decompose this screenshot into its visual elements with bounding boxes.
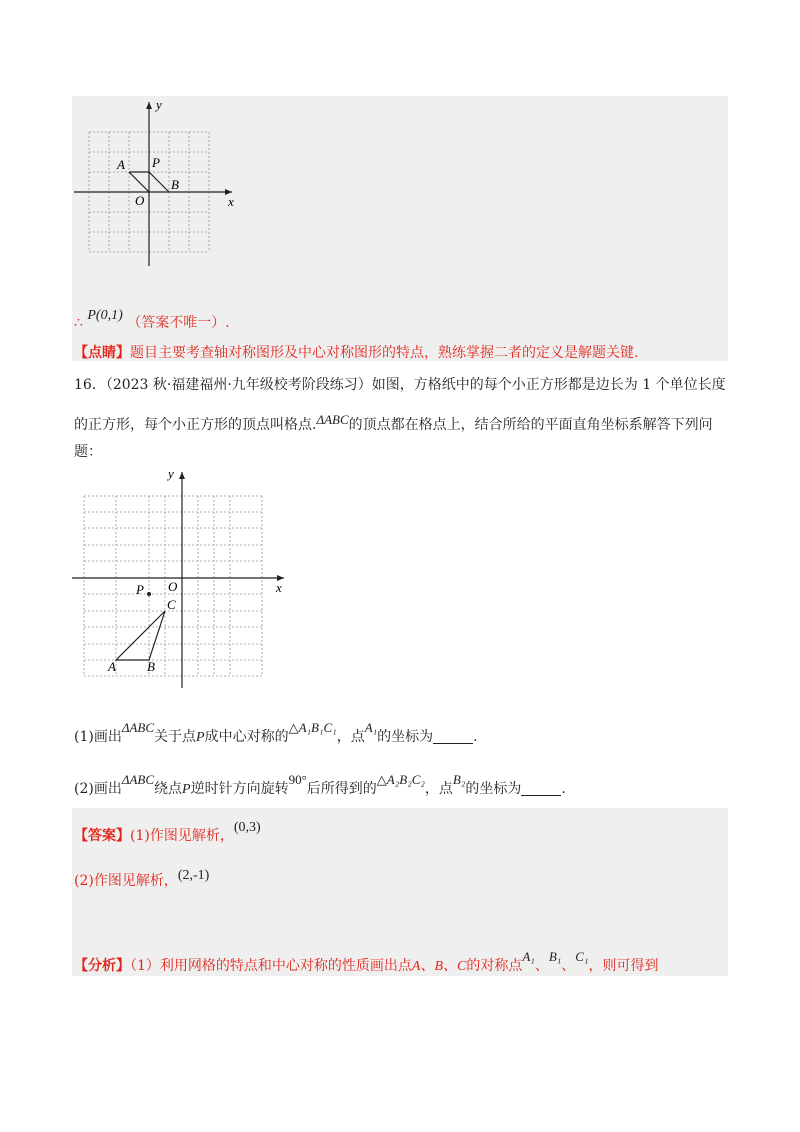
fig1-label-p: P [152,155,160,170]
analysis-sep2: 、 [561,958,576,974]
fig1-label-x: x [228,194,234,209]
part2-p: P [182,782,191,797]
answer-tag: 【答案】 [74,828,130,844]
part2-mid: 绕点 [154,781,183,797]
q16-line2-pre: 的正方形，每个小正方形的顶点叫格点. [74,417,317,433]
part2-num: (2)画出 [74,781,122,797]
dianjing-tag: 【点睛】 [74,345,130,361]
fig2-label-x: x [276,580,282,595]
fig2-point-p [147,592,151,596]
analysis-b1: B₁ [548,949,562,964]
q16-line1: 16．（2023 秋·福建福州·九年级校考阶段练习）如图，方格纸中的每个小正方形都是边长为 1 个单位长度 [74,377,726,393]
q16-triangle-symbol: ΔABC [316,412,349,427]
analysis-text: （1）利用网格的特点和中心对称的性质画出点 [130,958,412,974]
fig2-label-a: A [108,659,116,674]
part1-line [74,718,478,748]
fig2-label-p: P [136,582,144,597]
fig2-label-o: O [168,579,178,594]
part2-deg: 90° [288,772,307,787]
part2-tri2: △A₂B₂C₂ [376,772,425,787]
conclusion-point: P(0,1) [87,308,123,323]
part2-dot: . [561,781,566,797]
q16-line2-post: 的顶点都在格点上，结合所给的平面直角坐标系解答下列问 [348,417,713,433]
dianjing-text: 题目主要考查轴对称图形及中心对称图形的特点，熟练掌握二者的定义是解题关键. [130,345,639,361]
part2-mid2: 逆时针方向旋转 [190,781,289,797]
part1-a1: A₁ [364,720,378,735]
analysis-c1: C₁ [575,949,589,964]
analysis-a1: A₁ [522,949,535,964]
part2-end: 的坐标为 [465,781,522,797]
part2-comma: ，点 [424,781,453,797]
answer-l1: (1)作图见解析， [130,828,234,844]
analysis-line [74,947,659,977]
fig2-triangle-abc [116,611,165,660]
figure-2-coordinate-grid [72,468,292,694]
fig2-label-c: C [167,597,176,612]
part2-line [74,770,566,800]
answer-l2: (2)作图见解析， [74,873,178,889]
analysis-tag: 【分析】 [74,958,130,974]
part1-answer-blank [433,729,473,744]
part1-p: P [196,730,205,745]
answer-line1 [74,818,261,846]
part2-b2: B₂ [452,772,466,787]
analysis-end: ，则可得到 [588,958,659,974]
part2-tri: ΔABC [121,772,155,787]
fig1-label-b: B [171,177,179,192]
answer-v1: (0,3) [233,820,261,835]
dianjing-line [74,343,638,363]
answer-line2 [74,866,209,891]
part1-tri1: △A₁B₁C₁ [288,720,337,735]
q16-line2 [74,410,713,435]
q16-line3: 题： [74,444,102,460]
part1-tri: ΔABC [121,720,155,735]
therefore-symbol: ∴ [74,315,83,331]
answer-v2: (2,-1) [177,868,210,883]
part1-num: (1)画出 [74,729,122,745]
part1-dot: . [473,729,478,745]
conclusion-line [74,306,230,333]
analysis-mid: 的对称点 [466,958,523,974]
part1-mid: 关于点 [154,729,197,745]
analysis-sep1: 、 [534,958,549,974]
figure-1-coordinate-grid [72,96,272,276]
part2-answer-blank [521,781,561,796]
analysis-pts: A、B、C [411,959,467,974]
part1-mid2: 成中心对称的 [204,729,289,745]
fig1-label-a: A [117,157,125,172]
part1-comma: ，点 [336,729,365,745]
part1-end: 的坐标为 [377,729,434,745]
fig2-label-b: B [147,659,155,674]
fig1-label-y: y [156,97,162,112]
conclusion-note: （答案不唯一）. [127,315,230,331]
fig2-label-y: y [168,468,174,481]
fig1-label-o: O [135,193,145,208]
part2-mid3: 后所得到的 [306,781,377,797]
